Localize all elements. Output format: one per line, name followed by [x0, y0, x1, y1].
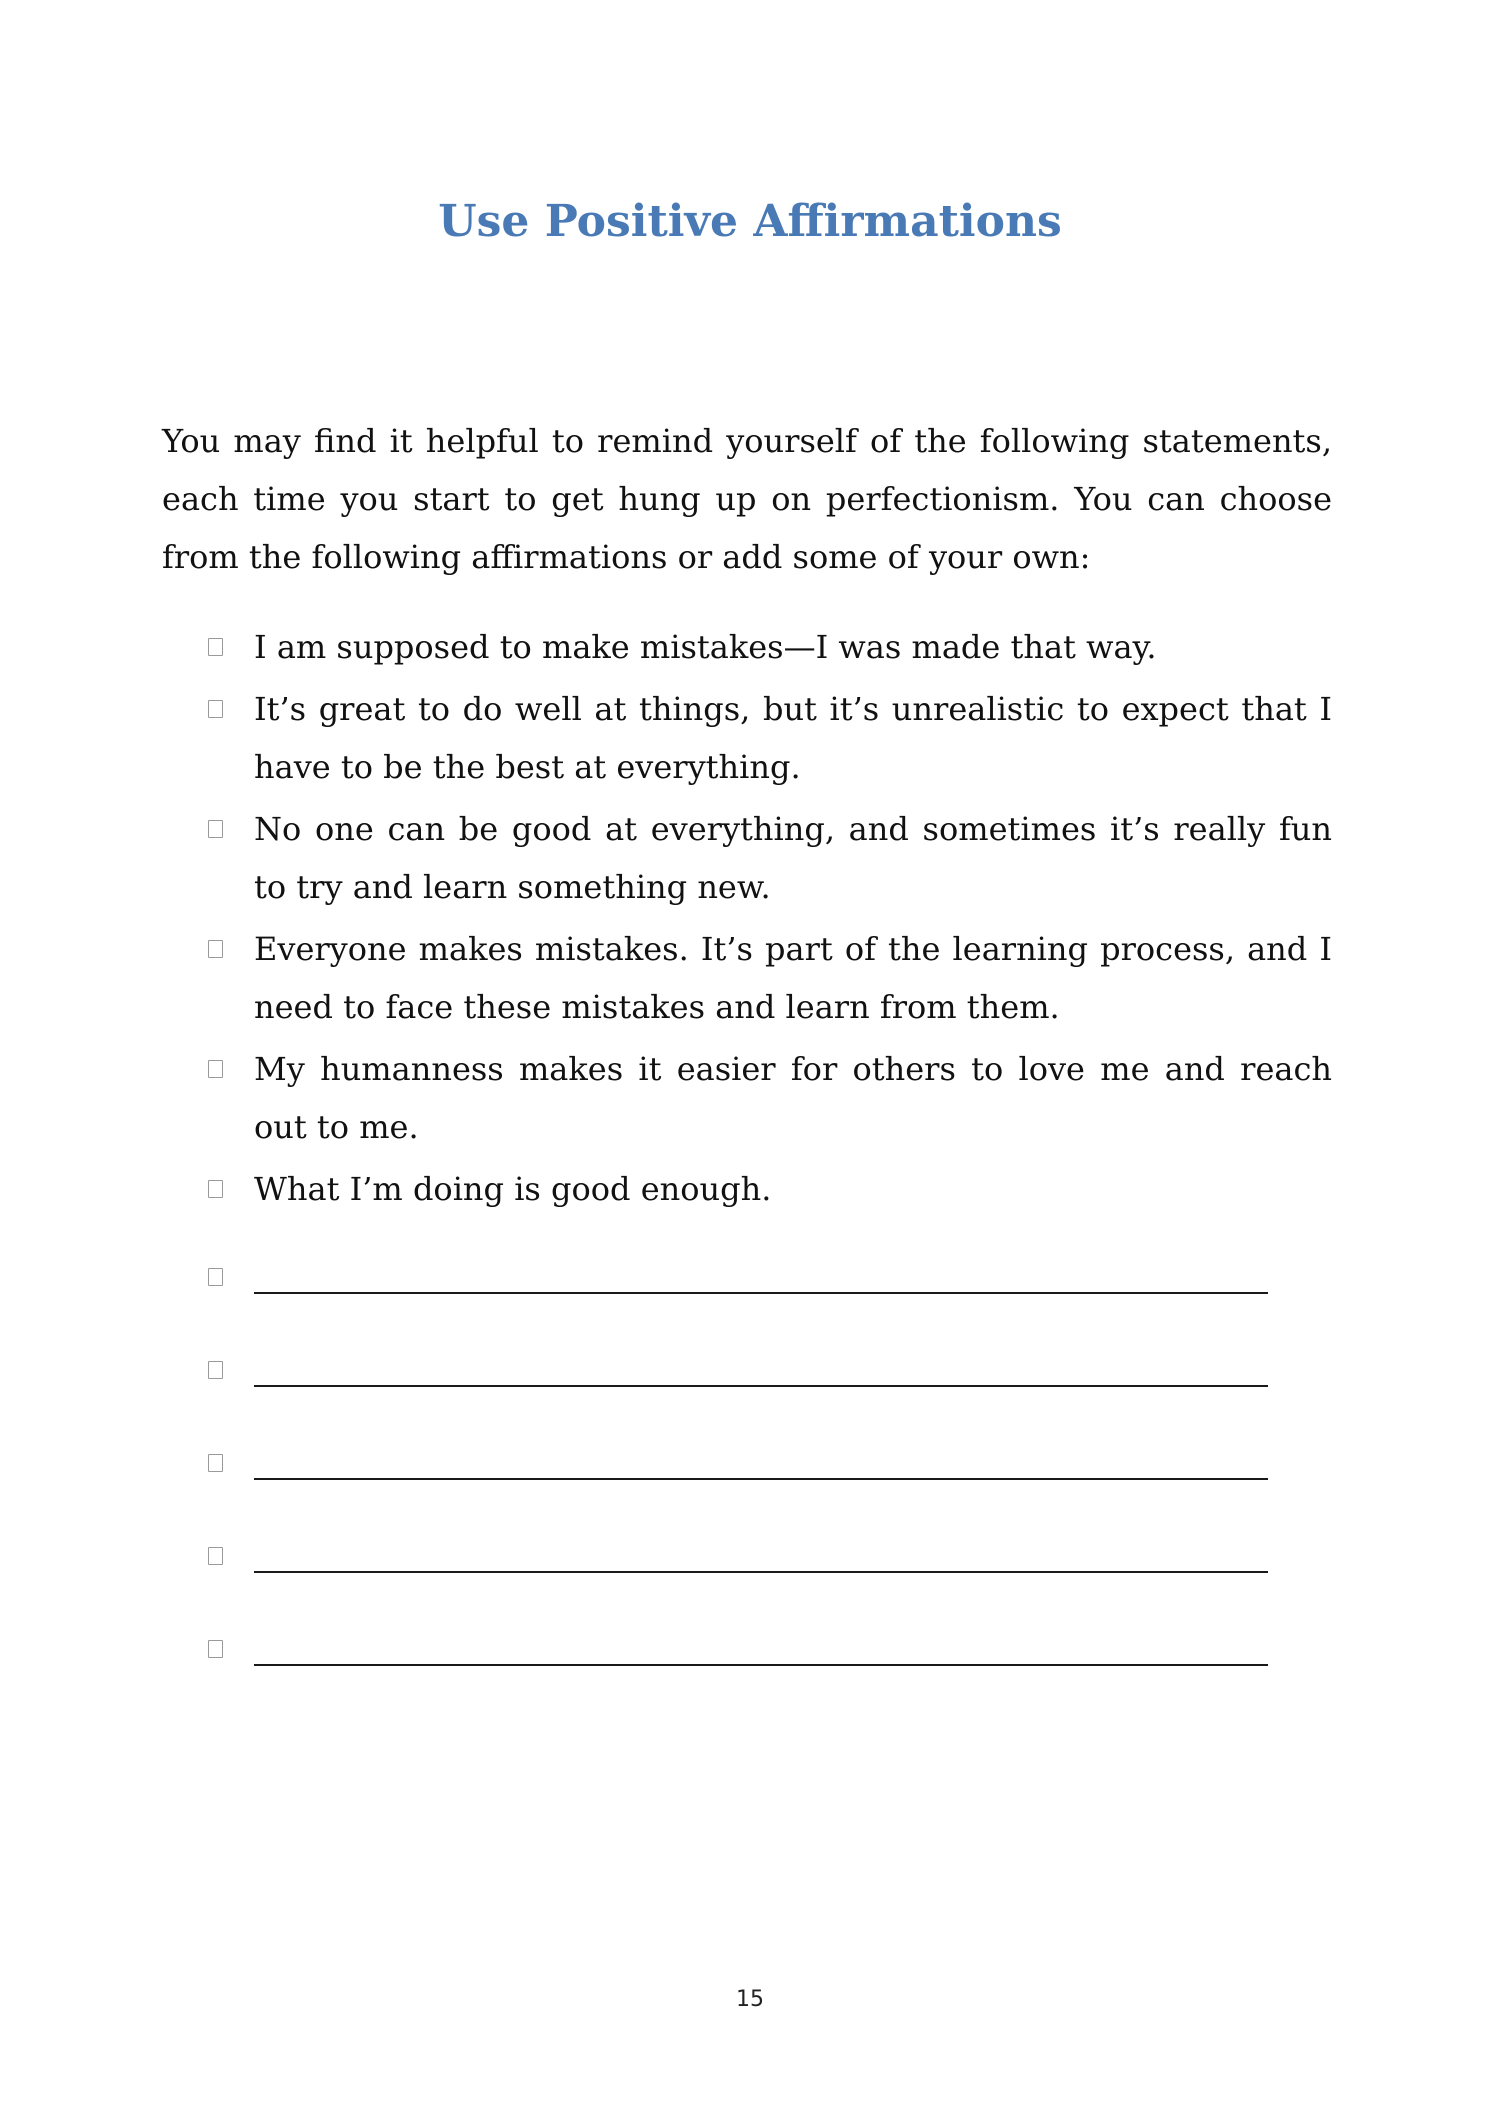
- affirmation-item: [208, 1040, 1332, 1156]
- write-in-line[interactable]: [254, 1571, 1268, 1573]
- checkbox-icon[interactable]: [208, 700, 223, 718]
- affirmation-text: What I’m doing is good enough.: [254, 1170, 772, 1208]
- checkbox-icon[interactable]: [208, 1060, 223, 1078]
- affirmation-text: Everyone makes mistakes. It’s part of the learning process, and I need to face these mistakes and learn from them.: [254, 930, 1332, 1026]
- checkbox-icon[interactable]: [208, 638, 223, 656]
- intro-paragraph: You may find it helpful to remind yourself of the following statements, each time you start to get hung up on perfectionism. You can choose from the following affirmations or add some of your own:: [162, 422, 1332, 576]
- page-number: 15: [736, 1987, 764, 2012]
- custom-affirmation-item: [208, 1533, 1268, 1626]
- affirmation-text: No one can be good at everything, and sometimes it’s really fun to try and learn something new.: [254, 810, 1332, 906]
- custom-affirmations-list: [208, 1254, 1268, 1719]
- checkbox-icon[interactable]: [208, 1268, 223, 1286]
- checkbox-icon[interactable]: [208, 1454, 223, 1472]
- custom-affirmation-item: [208, 1626, 1268, 1719]
- affirmation-text: My humanness makes it easier for others to love me and reach out to me.: [254, 1050, 1332, 1146]
- custom-affirmation-item: [208, 1254, 1268, 1347]
- write-in-line[interactable]: [254, 1292, 1268, 1294]
- affirmation-item: [208, 618, 1332, 676]
- write-in-line[interactable]: [254, 1478, 1268, 1480]
- checkbox-icon[interactable]: [208, 820, 223, 838]
- affirmation-text: I am supposed to make mistakes—I was made that way.: [254, 628, 1157, 666]
- affirmation-item: [208, 920, 1332, 1036]
- affirmations-list: [208, 618, 1332, 1222]
- affirmation-text: It’s great to do well at things, but it’s unrealistic to expect that I have to be the best at everything.: [254, 690, 1332, 786]
- write-in-line[interactable]: [254, 1664, 1268, 1666]
- checkbox-icon[interactable]: [208, 1180, 223, 1198]
- page-title: Use Positive Affirmations: [438, 196, 1062, 247]
- checkbox-icon[interactable]: [208, 1640, 223, 1658]
- checkbox-icon[interactable]: [208, 940, 223, 958]
- checkbox-icon[interactable]: [208, 1361, 223, 1379]
- checkbox-icon[interactable]: [208, 1547, 223, 1565]
- custom-affirmation-item: [208, 1440, 1268, 1533]
- write-in-line[interactable]: [254, 1385, 1268, 1387]
- custom-affirmation-item: [208, 1347, 1268, 1440]
- affirmation-item: [208, 680, 1332, 796]
- affirmation-item: [208, 800, 1332, 916]
- affirmation-item: [208, 1160, 1332, 1218]
